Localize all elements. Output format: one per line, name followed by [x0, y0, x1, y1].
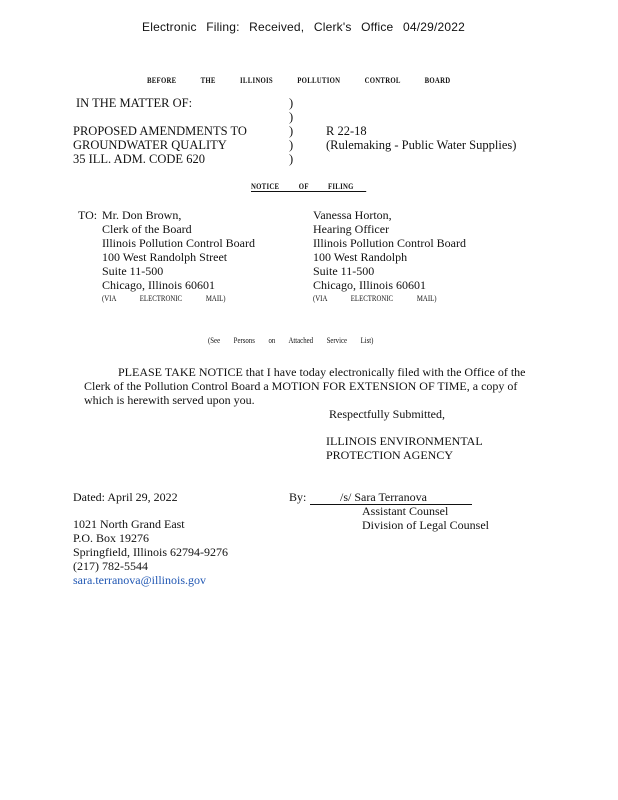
via-note: (VIA ELECTRONIC MAIL): [102, 294, 226, 303]
signature-line: /s/ Sara Terranova: [310, 490, 472, 505]
paren: ): [289, 124, 294, 138]
to-label: TO:: [78, 208, 98, 222]
caption-line: 35 ILL. ADM. CODE 620: [73, 152, 205, 166]
by-label: By:: [289, 490, 307, 504]
caption-parens: [289, 96, 293, 166]
recipient-clerk: [102, 208, 255, 306]
signer-title: [362, 504, 489, 532]
notice-title: NOTICE OF FILING: [251, 181, 366, 192]
case-number: R 22-18: [326, 124, 367, 138]
body-line-2: Clerk of the Pollution Control Board a MOTION FOR EXTENSION OF TIME, a copy of: [84, 379, 518, 393]
address-line: Springfield, Illinois 62794-9276: [73, 545, 228, 559]
body-line-3: which is herewith served upon you.: [84, 393, 255, 407]
via-note: (VIA ELECTRONIC MAIL): [313, 294, 437, 303]
service-list-note: (See Persons on Attached Service List): [208, 336, 374, 345]
caption-line: GROUNDWATER QUALITY: [73, 138, 227, 152]
agency-name: [326, 434, 483, 462]
recipient-hearing-officer: [313, 208, 466, 306]
in-the-matter-of: IN THE MATTER OF:: [76, 96, 193, 110]
recipient-line: Chicago, Illinois 60601: [313, 278, 426, 292]
paren: ): [289, 138, 294, 152]
body-line-1: PLEASE TAKE NOTICE that I have today electronically filed with the Office of the: [118, 365, 526, 379]
recipient-line: Mr. Don Brown,: [102, 208, 182, 222]
recipient-line: Chicago, Illinois 60601: [102, 278, 215, 292]
address-line: 1021 North Grand East: [73, 517, 185, 531]
closing: Respectfully Submitted,: [329, 407, 445, 421]
recipient-line: Suite 11-500: [313, 264, 375, 278]
recipient-line: 100 West Randolph Street: [102, 250, 228, 264]
recipient-line: Illinois Pollution Control Board: [102, 236, 256, 250]
address-line: P.O. Box 19276: [73, 531, 150, 545]
filing-stamp: Electronic Filing: Received, Clerk's Office 04/29/2022: [142, 20, 466, 34]
board-title: BEFORE THE ILLINOIS POLLUTION CONTROL BOARD: [147, 75, 451, 85]
address-line: (217) 782-5544: [73, 559, 148, 573]
caption-left-block: [73, 124, 247, 166]
recipient-line: 100 West Randolph: [313, 250, 408, 264]
recipient-line: Hearing Officer: [313, 222, 390, 236]
caption-line: PROPOSED AMENDMENTS TO: [73, 124, 247, 138]
agency-line: ILLINOIS ENVIRONMENTAL: [326, 434, 483, 448]
recipient-line: Clerk of the Board: [102, 222, 192, 236]
email-link[interactable]: sara.terranova@illinois.gov: [73, 573, 207, 587]
signer-line: Division of Legal Counsel: [362, 518, 489, 532]
recipient-line: Illinois Pollution Control Board: [313, 236, 467, 250]
address-block: [73, 517, 228, 587]
dated: Dated: April 29, 2022: [73, 490, 178, 504]
signer-line: Assistant Counsel: [362, 504, 449, 518]
recipient-line: Vanessa Horton,: [313, 208, 392, 222]
paren: ): [289, 96, 294, 110]
paren: ): [289, 152, 294, 166]
paren: ): [289, 110, 294, 124]
case-description: (Rulemaking - Public Water Supplies): [326, 138, 517, 152]
agency-line: PROTECTION AGENCY: [326, 448, 454, 462]
recipient-line: Suite 11-500: [102, 264, 164, 278]
